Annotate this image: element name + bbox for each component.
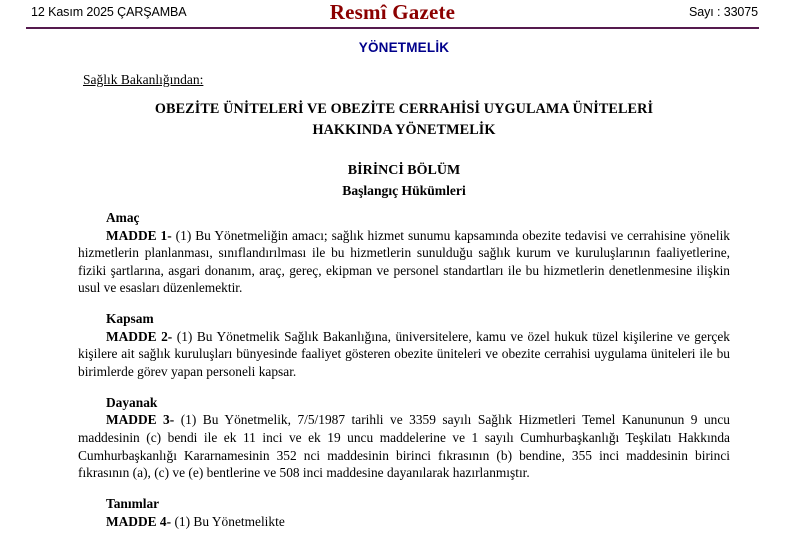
article-heading-dayanak: Dayanak [106, 394, 158, 410]
chapter-subtitle: Başlangıç Hükümleri [342, 183, 466, 198]
article-heading-kapsam: Kapsam [106, 311, 154, 327]
article-text-3: (1) Bu Yönetmelik, 7/5/1987 tarihli ve 3359 sayılı Sağlık Hizmetleri Temel Kanununun 9 uncu maddesinin (c) bendi ile ek 11 inci ve ek 19 uncu maddelerine ve 1 sayılı Cumhurbaşkanlığı Teşkilatı Hakkında Cumhurbaşkanlığı Kararnamesinin 352 nci maddesinin birinci fıkrasının (b) bendine, 355 inci maddesinin birinci fıkrasının (a), (c) ve (e) bentlerine ve 508 inci maddesine dayanılarak hazırlanmıştır. [78, 412, 730, 481]
issue-number: Sayı : 33075 [689, 5, 758, 19]
masthead [0, 0, 785, 27]
article-number-1: MADDE 1- [106, 227, 172, 243]
gazette-title: Resmî Gazete [329, 0, 456, 24]
document-kind: YÖNETMELİK [358, 40, 450, 55]
article-number-2: MADDE 2- [106, 328, 173, 344]
publication-date: 12 Kasım 2025 ÇARŞAMBA [31, 5, 187, 19]
article-body-dayanak [78, 411, 730, 481]
article-number-4: MADDE 4- [106, 513, 172, 529]
document-content [0, 29, 785, 544]
article-body-kapsam [78, 328, 730, 381]
document-title-line-2: HAKKINDA YÖNETMELİK [312, 122, 496, 138]
chapter-heading [78, 161, 730, 201]
article-heading-amac: Amaç [106, 210, 140, 225]
document-title-line-1: OBEZİTE ÜNİTELERİ VE OBEZİTE CERRAHİSİ UYGULAMA ÜNİTELERİ [154, 101, 654, 117]
article-text-4: (1) Bu Yönetmelikte [171, 513, 285, 529]
article-body-amac [78, 227, 730, 297]
article-body-tanimlar [78, 513, 730, 531]
article-heading-tanimlar: Tanımlar [106, 496, 160, 512]
issuing-authority: Sağlık Bakanlığından: [83, 72, 204, 87]
article-text-1: (1) Bu Yönetmeliğin amacı; sağlık hizmet sunumu kapsamında obezite tedavisi ve cerrahisine yönelik hizmetlerin planlanması, sınıflandırılması ile bu hizmetlerin sunulduğu sağlık kurum ve kuruluşlarının faaliyetlerine, fiziki şartlarına, asgari donanım, araç, gereç, ekipman ve personel standartları ile bu hizmetlerin denetlenmesine ilişkin usul ve esasları düzenlemektir. [78, 227, 730, 296]
article-number-3: MADDE 3- [106, 412, 175, 428]
page-title [78, 99, 730, 141]
chapter-name: BİRİNCİ BÖLÜM [347, 163, 461, 178]
article-text-2: (1) Bu Yönetmelik Sağlık Bakanlığına, üniversitelere, kamu ve özel hukuk tüzel kişilerine ve gerçek kişilere ait sağlık kuruluşları bünyesinde faaliyet gösteren obezite üniteleri ve obezite cerrahisi uygulama üniteleri ile bu birimlerde görev yapan personeli kapsar. [78, 328, 730, 379]
